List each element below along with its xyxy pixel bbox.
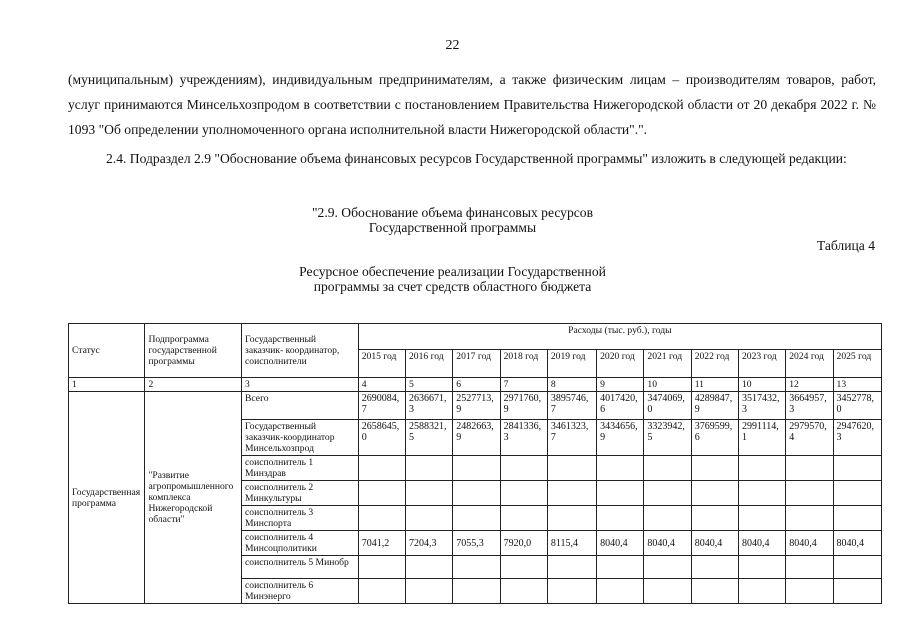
year-header: 2016 год — [406, 350, 453, 378]
value-cell — [644, 556, 691, 579]
value-cell: 2841336,3 — [500, 420, 547, 456]
value-cell — [547, 556, 596, 579]
column-number: 9 — [597, 378, 644, 392]
value-cell — [738, 579, 785, 604]
value-cell — [644, 579, 691, 604]
value-cell: 8040,4 — [786, 531, 833, 556]
value-cell — [644, 481, 691, 506]
value-cell: 3461323,7 — [547, 420, 596, 456]
column-number: 5 — [406, 378, 453, 392]
value-cell — [453, 481, 500, 506]
value-cell — [738, 556, 785, 579]
value-cell — [833, 456, 881, 481]
value-cell — [358, 456, 405, 481]
value-cell — [786, 456, 833, 481]
value-cell — [833, 506, 881, 531]
column-number: 3 — [242, 378, 359, 392]
year-header: 2015 год — [358, 350, 405, 378]
value-cell — [406, 579, 453, 604]
value-cell — [453, 556, 500, 579]
value-cell — [406, 556, 453, 579]
value-cell: 3452778,0 — [833, 392, 881, 420]
status-cell: Государственная программа — [69, 392, 145, 604]
column-number: 1 — [69, 378, 145, 392]
column-number: 4 — [358, 378, 405, 392]
value-cell: 2991114,1 — [738, 420, 785, 456]
year-header: 2018 год — [500, 350, 547, 378]
value-cell — [644, 456, 691, 481]
value-cell — [833, 481, 881, 506]
resource-title — [0, 264, 905, 294]
value-cell — [500, 556, 547, 579]
value-cell — [500, 506, 547, 531]
value-cell — [358, 506, 405, 531]
value-cell — [597, 556, 644, 579]
value-cell: 8040,4 — [691, 531, 738, 556]
value-cell — [833, 579, 881, 604]
value-cell — [691, 506, 738, 531]
value-cell: 4017420,6 — [597, 392, 644, 420]
page-number: 22 — [445, 38, 460, 53]
value-cell — [358, 556, 405, 579]
value-cell — [453, 579, 500, 604]
value-cell: 2658645,0 — [358, 420, 405, 456]
section-title — [0, 205, 905, 235]
column-number: 6 — [453, 378, 500, 392]
value-cell — [597, 456, 644, 481]
row-label: соисполнитель 6 Минэнерго — [242, 579, 359, 604]
value-cell: 3769599,6 — [691, 420, 738, 456]
value-cell: 2636671,3 — [406, 392, 453, 420]
subprogram-cell: "Развитие агропромышленного комплекса Нижегородской области" — [145, 392, 242, 604]
value-cell: 8040,4 — [597, 531, 644, 556]
section-title-line2: Государственной программы — [368, 220, 537, 235]
value-cell — [786, 506, 833, 531]
value-cell — [786, 579, 833, 604]
column-number: 11 — [691, 378, 738, 392]
value-cell — [786, 481, 833, 506]
column-number: 8 — [547, 378, 596, 392]
value-cell — [358, 579, 405, 604]
value-cell — [597, 506, 644, 531]
year-header: 2023 год — [738, 350, 785, 378]
value-cell — [500, 456, 547, 481]
row-label: соисполнитель 3 Минспорта — [242, 506, 359, 531]
value-cell: 2971760,9 — [500, 392, 547, 420]
value-cell — [691, 456, 738, 481]
value-cell — [833, 556, 881, 579]
value-cell — [453, 506, 500, 531]
year-header: 2020 год — [597, 350, 644, 378]
column-number: 2 — [145, 378, 242, 392]
value-cell — [691, 579, 738, 604]
value-cell: 2482663,9 — [453, 420, 500, 456]
value-cell: 2527713,9 — [453, 392, 500, 420]
value-cell — [644, 506, 691, 531]
value-cell — [406, 456, 453, 481]
header-expenses: Расходы (тыс. руб.), годы — [358, 324, 881, 350]
header-customer: Государственный заказчик- координатор, соисполнители — [242, 324, 359, 378]
row-label: соисполнитель 2 Минкультуры — [242, 481, 359, 506]
budget-table — [68, 323, 882, 604]
value-cell: 8040,4 — [833, 531, 881, 556]
paragraph-2-4: 2.4. Подраздел 2.9 "Обоснование объема финансовых ресурсов Государственной программы" изложить в следующей редакции: — [106, 151, 847, 166]
value-cell: 7920,0 — [500, 531, 547, 556]
value-cell — [547, 456, 596, 481]
year-header: 2025 год — [833, 350, 881, 378]
resource-title-line2: программы за счет средств областного бюджета — [313, 279, 592, 294]
value-cell — [547, 506, 596, 531]
paragraph-continuation: (муниципальным) учреждениям), индивидуальным предпринимателям, а также физическим лицам – производителям товаров, работ, услуг принимаются Минсельхозпродом в соответствии с постановлением Правительства Нижегородской области от 20 декабря 2022 г. № 1093 "Об определении уполномоченного органа исполнительной власти Нижегородской области".". — [68, 72, 876, 137]
table-number: Таблица 4 — [816, 238, 875, 253]
column-number: 7 — [500, 378, 547, 392]
value-cell — [358, 481, 405, 506]
year-header: 2024 год — [786, 350, 833, 378]
header-status: Статус — [69, 324, 145, 378]
value-cell: 2588321,5 — [406, 420, 453, 456]
value-cell — [547, 579, 596, 604]
value-cell — [406, 481, 453, 506]
value-cell — [547, 481, 596, 506]
column-number: 12 — [786, 378, 833, 392]
value-cell: 3323942,5 — [644, 420, 691, 456]
value-cell: 2690084,7 — [358, 392, 405, 420]
row-label: соисполнитель 4 Минсоцполитики — [242, 531, 359, 556]
year-header: 2022 год — [691, 350, 738, 378]
value-cell: 8040,4 — [644, 531, 691, 556]
value-cell: 8040,4 — [738, 531, 785, 556]
value-cell: 8115,4 — [547, 531, 596, 556]
value-cell — [691, 556, 738, 579]
value-cell: 7055,3 — [453, 531, 500, 556]
value-cell: 4289847,9 — [691, 392, 738, 420]
row-label: соисполнитель 1 Минздрав — [242, 456, 359, 481]
row-label: Государственный заказчик-координатор Минсельхозпрод — [242, 420, 359, 456]
value-cell — [500, 481, 547, 506]
year-header: 2019 год — [547, 350, 596, 378]
value-cell — [738, 481, 785, 506]
table-row — [69, 392, 882, 420]
value-cell — [406, 506, 453, 531]
value-cell: 2979570,4 — [786, 420, 833, 456]
value-cell — [597, 481, 644, 506]
section-title-line1: "2.9. Обоснование объема финансовых ресурсов — [311, 205, 594, 220]
value-cell — [500, 579, 547, 604]
value-cell: 3474069,0 — [644, 392, 691, 420]
row-label: соисполнитель 5 Минобр — [242, 556, 359, 579]
value-cell: 3664957,3 — [786, 392, 833, 420]
value-cell — [597, 579, 644, 604]
value-cell — [738, 456, 785, 481]
column-number: 10 — [644, 378, 691, 392]
value-cell — [453, 456, 500, 481]
column-number: 13 — [833, 378, 881, 392]
value-cell — [738, 506, 785, 531]
value-cell: 7204,3 — [406, 531, 453, 556]
value-cell: 3895746,7 — [547, 392, 596, 420]
resource-title-line1: Ресурсное обеспечение реализации Государственной — [299, 264, 606, 279]
row-label: Всего — [242, 392, 359, 420]
header-subprogram: Подпрограмма государственной программы — [145, 324, 242, 378]
value-cell: 3434656,9 — [597, 420, 644, 456]
year-header: 2021 год — [644, 350, 691, 378]
value-cell: 3517432,3 — [738, 392, 785, 420]
value-cell: 2947620,3 — [833, 420, 881, 456]
column-number: 10 — [738, 378, 785, 392]
year-header: 2017 год — [453, 350, 500, 378]
value-cell: 7041,2 — [358, 531, 405, 556]
value-cell — [786, 556, 833, 579]
value-cell — [691, 481, 738, 506]
